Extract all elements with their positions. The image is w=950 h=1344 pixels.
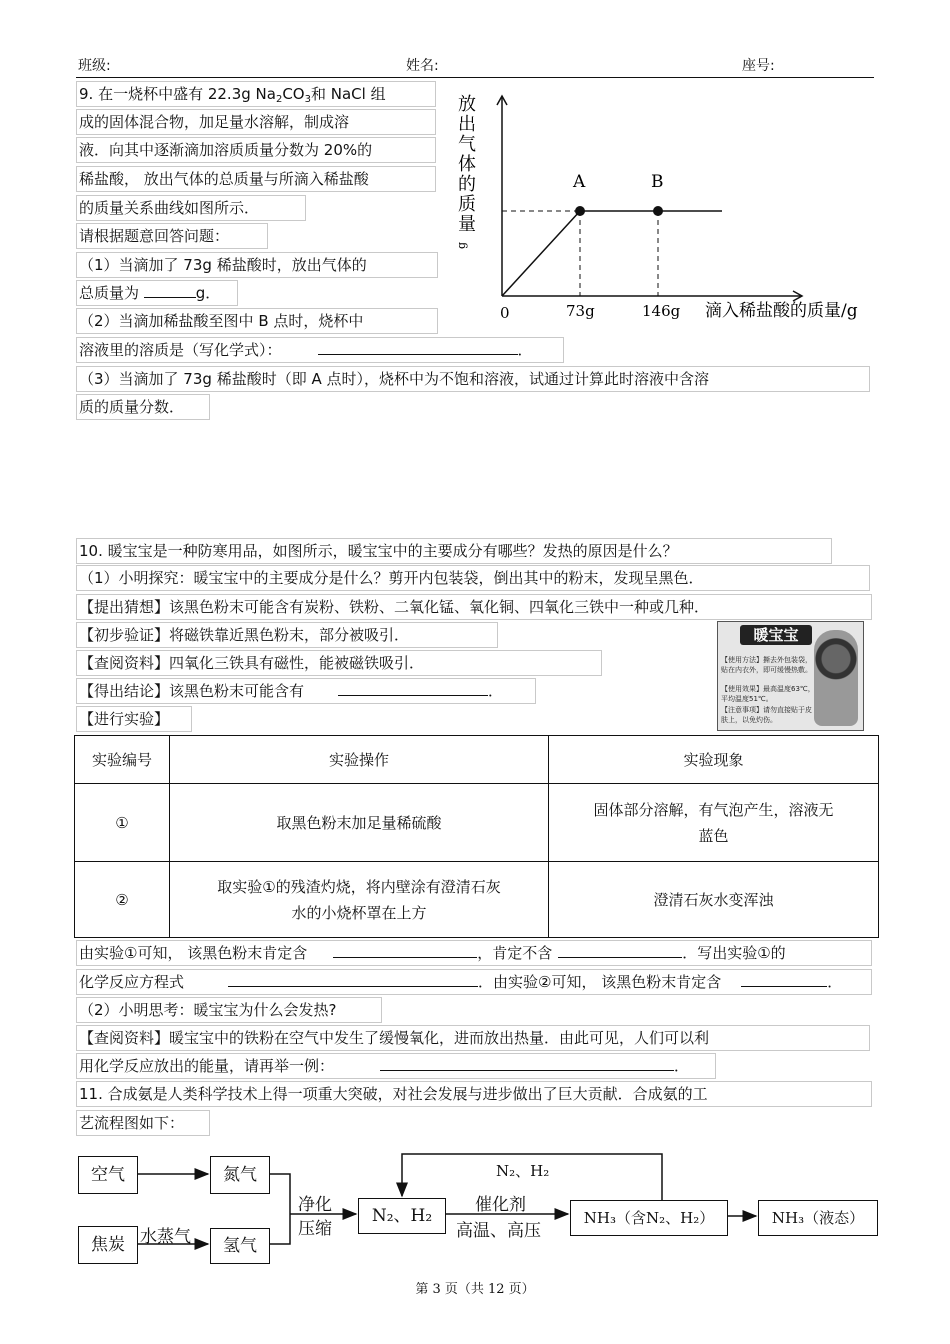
flow-catalyst-label: 催化剂 <box>475 1195 526 1215</box>
table-header-operation: 实验操作 <box>170 736 549 784</box>
origin-label: 0 <box>500 304 510 322</box>
flow-nh3-liquid: NH₃（液态） <box>758 1200 878 1236</box>
header-rule <box>76 77 874 78</box>
q10-reference: 【查阅资料】四氧化三铁具有磁性，能被磁铁吸引． <box>76 650 602 676</box>
table-row-1-observation: 固体部分溶解，有气泡产生，溶液无 蓝色 <box>549 784 879 862</box>
y-axis-label-char: 出 <box>458 114 476 135</box>
x-axis-label: 滴入稀盐酸的质量/g <box>705 301 858 321</box>
y-axis-label-char: 质 <box>458 194 476 215</box>
q9-line1: 9. 在一烧杯中盛有 22.3g $Na_2CO_3$和 NaCl 组 <box>76 81 436 107</box>
q9-sub2-a: （2）当滴加稀盐酸至图中 B 点时，烧杯中 <box>76 308 438 334</box>
q9-sub1-a: （1）当滴加了 73g 稀盐酸时，放出气体的 <box>76 252 438 278</box>
point-a <box>575 206 585 216</box>
y-axis-label-char: 体 <box>458 154 476 175</box>
q9-line3: 液．向其中逐渐滴加溶质质量分数为 20%的 <box>76 137 436 163</box>
table-row-2-id: ② <box>75 862 170 938</box>
x-tick-label-73: 73g <box>566 302 595 320</box>
q9-sub3-b: 质的质量分数． <box>76 394 210 420</box>
flow-nitrogen: 氮气 <box>210 1156 270 1194</box>
flow-hydrogen: 氢气 <box>210 1228 270 1264</box>
point-b <box>653 206 663 216</box>
hand-warmer-brand: 暖宝宝 <box>740 625 812 645</box>
table-header-id: 实验编号 <box>75 736 170 784</box>
q10-experiment-title: 【进行实验】 <box>76 706 192 732</box>
table-row-1-operation: 取黑色粉末加足量稀硫酸 <box>170 784 549 862</box>
y-axis-label-char: 量 <box>458 214 476 235</box>
experiment-table <box>74 735 879 938</box>
point-a-label: A <box>573 172 586 192</box>
flow-coke: 焦炭 <box>78 1226 138 1264</box>
q9-sub1-b: 总质量为 g． <box>76 280 238 306</box>
y-axis-label-char: 的 <box>458 174 476 195</box>
class-label: 班级: <box>78 58 111 74</box>
q9-sub2-b: 溶液里的溶质是（写化学式）： ． <box>76 337 564 363</box>
q9-line4: 稀盐酸， 放出气体的总质量与所滴入稀盐酸 <box>76 166 436 192</box>
q10-after2: 化学反应方程式 ．由实验②可知， 该黑色粉末肯定含 ． <box>76 969 872 995</box>
hand-warmer-effect: 【使用效果】最高温度63℃，平均温度51℃。 <box>721 685 815 703</box>
table-row-1-id: ① <box>75 784 170 862</box>
hand-warmer-note: 【注意事项】请勿直接贴于皮肤上，以免灼伤。 <box>721 706 812 724</box>
answer-blank-example[interactable] <box>380 1054 674 1071</box>
q9-line5: 的质量关系曲线如图所示． <box>76 195 306 221</box>
answer-blank-equation[interactable] <box>228 970 478 987</box>
flow-air: 空气 <box>78 1156 138 1194</box>
page-number: 第 3 页（共 12 页） <box>415 1282 535 1297</box>
q9-sub3-a: （3）当滴加了 73g 稀盐酸时（即 A 点时），烧杯中为不饱和溶液，试通过计算此时溶液中含溶 <box>76 366 870 392</box>
hand-warmer-picture <box>717 621 864 731</box>
flow-recycle-label: N₂、H₂ <box>496 1162 550 1180</box>
q10-after1: 由实验①可知， 该黑色粉末肯定含 ，肯定不含 ．写出实验①的 <box>76 940 872 966</box>
hand-warmer-figure <box>814 630 858 726</box>
flow-nh3-mixture: NH₃（含N₂、H₂） <box>570 1200 728 1236</box>
answer-blank-solute[interactable] <box>318 338 518 355</box>
flow-steam-label: 水蒸气 <box>140 1227 191 1247</box>
q10-think: （2）小明思考：暖宝宝为什么会发热? <box>76 997 382 1023</box>
answer-blank-must-contain-2[interactable] <box>741 970 827 987</box>
answer-blank-must-contain[interactable] <box>333 941 477 958</box>
x-tick-label-146: 146g <box>642 302 681 320</box>
q10-info-b: 用化学反应放出的能量，请再举一例： ． <box>76 1053 716 1079</box>
y-axis-label-char: 放 <box>458 94 476 115</box>
q10-info-a: 【查阅资料】暖宝宝中的铁粉在空气中发生了缓慢氧化，进而放出热量．由此可见，人们可以利 <box>76 1025 870 1051</box>
flow-compress-label: 压缩 <box>298 1219 332 1239</box>
seat-label: 座号: <box>742 58 775 74</box>
q10-conclusion: 【得出结论】该黑色粉末可能含有 ． <box>76 678 536 704</box>
table-row-2-observation: 澄清石灰水变浑浊 <box>549 862 879 938</box>
answer-blank-must-not-contain[interactable] <box>558 941 682 958</box>
y-axis-label-char: 气 <box>458 134 476 155</box>
q10-initial-verify: 【初步验证】将磁铁靠近黑色粉末，部分被吸引． <box>76 622 498 648</box>
flow-purify-label: 净化 <box>298 1195 332 1215</box>
table-row-2-operation: 取实验①的残渣灼烧，将内壁涂有澄清石灰 水的小烧杯罩在上方 <box>170 862 549 938</box>
q9-line2: 成的固体混合物，加足量水溶解，制成溶 <box>76 109 436 135</box>
hand-warmer-usage: 【使用方法】撕去外包装袋，贴在内衣外，即可缓慢热敷。 <box>721 656 812 674</box>
point-b-label: B <box>651 172 664 192</box>
q10-line2: （1）小明探究：暖宝宝中的主要成分是什么？剪开内包装袋，倒出其中的粉末，发现呈黑色． <box>76 565 870 591</box>
q11-line1: 11. 合成氨是人类科学技术上得一项重大突破，对社会发展与进步做出了巨大贡献．合成氨的工 <box>76 1081 872 1107</box>
answer-blank-gas-mass[interactable] <box>144 281 196 298</box>
q10-hypothesis: 【提出猜想】该黑色粉末可能含有炭粉、铁粉、二氧化锰、氧化铜、四氧化三铁中一种或几种． <box>76 594 872 620</box>
series-line <box>502 211 722 296</box>
table-header-observation: 实验现象 <box>549 736 879 784</box>
flow-n2-h2: N₂、H₂ <box>358 1198 446 1234</box>
flow-conditions-label: 高温、高压 <box>456 1221 541 1241</box>
q11-line2: 艺流程图如下： <box>76 1110 210 1136</box>
answer-blank-may-contain[interactable] <box>338 679 488 696</box>
q10-line1: 10. 暖宝宝是一种防寒用品，如图所示，暖宝宝中的主要成分有哪些？发热的原因是什么？ <box>76 538 832 564</box>
gas-mass-chart <box>440 86 885 326</box>
q9-line6: 请根据题意回答问题： <box>76 223 268 249</box>
name-label: 姓名: <box>406 58 439 74</box>
y-axis-unit: g <box>455 241 468 249</box>
